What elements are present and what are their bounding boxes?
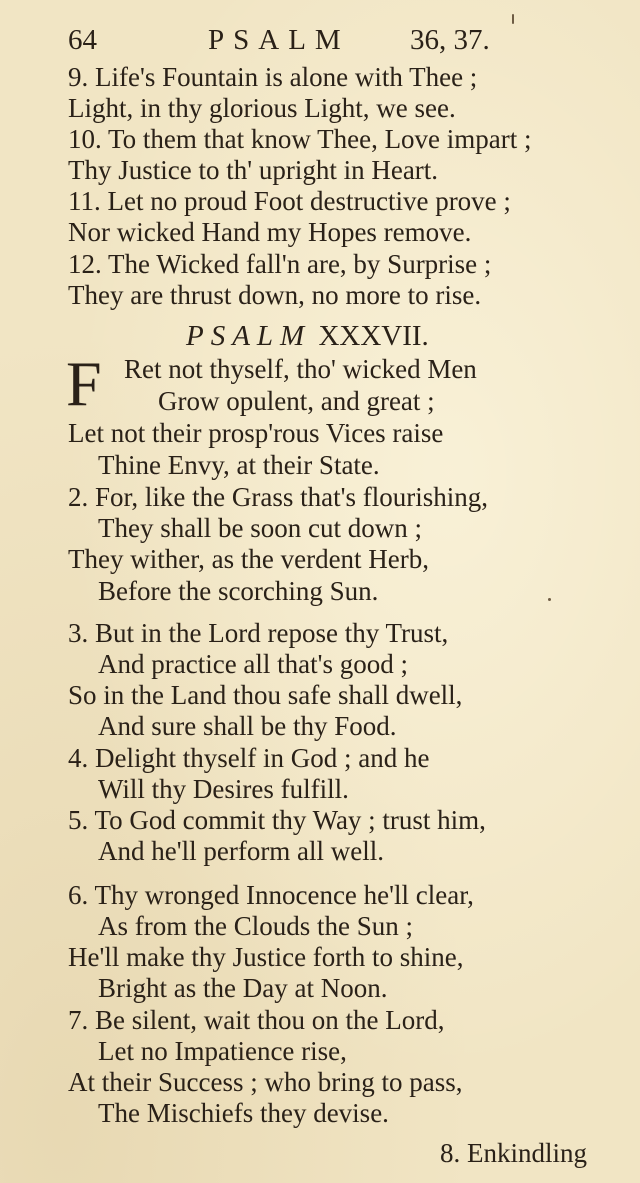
verse-line: And he'll perform all well. — [98, 836, 385, 866]
paper-speck — [548, 598, 551, 601]
verse-line: Before the scorching Sun. — [98, 576, 379, 606]
running-title: PSALM — [208, 24, 350, 56]
verse-line: And sure shall be thy Food. — [98, 711, 397, 741]
verse-line: 5. To God commit thy Way ; trust him, — [68, 805, 486, 835]
verse-line: 9. Life's Fountain is alone with Thee ; — [68, 62, 478, 92]
paper-speck — [512, 14, 514, 24]
verse-line: Ret not thyself, tho' wicked Men — [124, 354, 477, 384]
verse-line: Let no Impatience rise, — [98, 1036, 347, 1066]
verse-line: He'll make thy Justice forth to shine, — [68, 942, 464, 972]
psalm-heading-numeral: XXXVII. — [318, 320, 429, 352]
page-number: 64 — [68, 24, 97, 56]
verse-line: Thine Envy, at their State. — [98, 450, 380, 480]
verse-line: They wither, as the verdent Herb, — [68, 544, 430, 574]
verse-line: And practice all that's good ; — [98, 649, 409, 679]
verse-line: 7. Be silent, wait thou on the Lord, — [68, 1005, 445, 1035]
verse-line: Thy Justice to th' upright in Heart. — [68, 155, 439, 185]
verse-line: 4. Delight thyself in God ; and he — [68, 743, 430, 773]
verse-line: 3. But in the Lord repose thy Trust, — [68, 618, 449, 648]
running-psalm-numbers: 36, 37. — [410, 24, 490, 56]
verse-line: 10. To them that know Thee, Love impart ; — [68, 124, 532, 154]
verse-line: Grow opulent, and great ; — [158, 386, 435, 416]
catchword: 8. Enkindling — [440, 1138, 587, 1168]
verse-line: 2. For, like the Grass that's flourishing, — [68, 482, 488, 512]
verse-line: 6. Thy wronged Innocence he'll clear, — [68, 880, 474, 910]
verse-line: So in the Land thou safe shall dwell, — [68, 680, 463, 710]
verse-line: Will thy Desires fulfill. — [98, 774, 349, 804]
running-header — [68, 20, 608, 64]
verse-line: They shall be soon cut down ; — [98, 513, 422, 543]
verse-line: Light, in thy glorious Light, we see. — [68, 93, 456, 123]
verse-line: Let not their prosp'rous Vices raise — [68, 418, 444, 448]
verse-line: 12. The Wicked fall'n are, by Surprise ; — [68, 249, 492, 279]
verse-line: At their Success ; who bring to pass, — [68, 1067, 463, 1097]
psalm-heading — [186, 320, 429, 353]
verse-line: They are thrust down, no more to rise. — [68, 280, 482, 310]
psalm-heading-word: PSALM — [186, 320, 312, 352]
verse-line: 11. Let no proud Foot destructive prove ; — [68, 186, 511, 216]
verse-line: As from the Clouds the Sun ; — [98, 911, 413, 941]
drop-cap: F — [66, 348, 102, 419]
verse-line: The Mischiefs they devise. — [98, 1098, 389, 1128]
verse-line: Bright as the Day at Noon. — [98, 973, 388, 1003]
verse-line: Nor wicked Hand my Hopes remove. — [68, 217, 472, 247]
